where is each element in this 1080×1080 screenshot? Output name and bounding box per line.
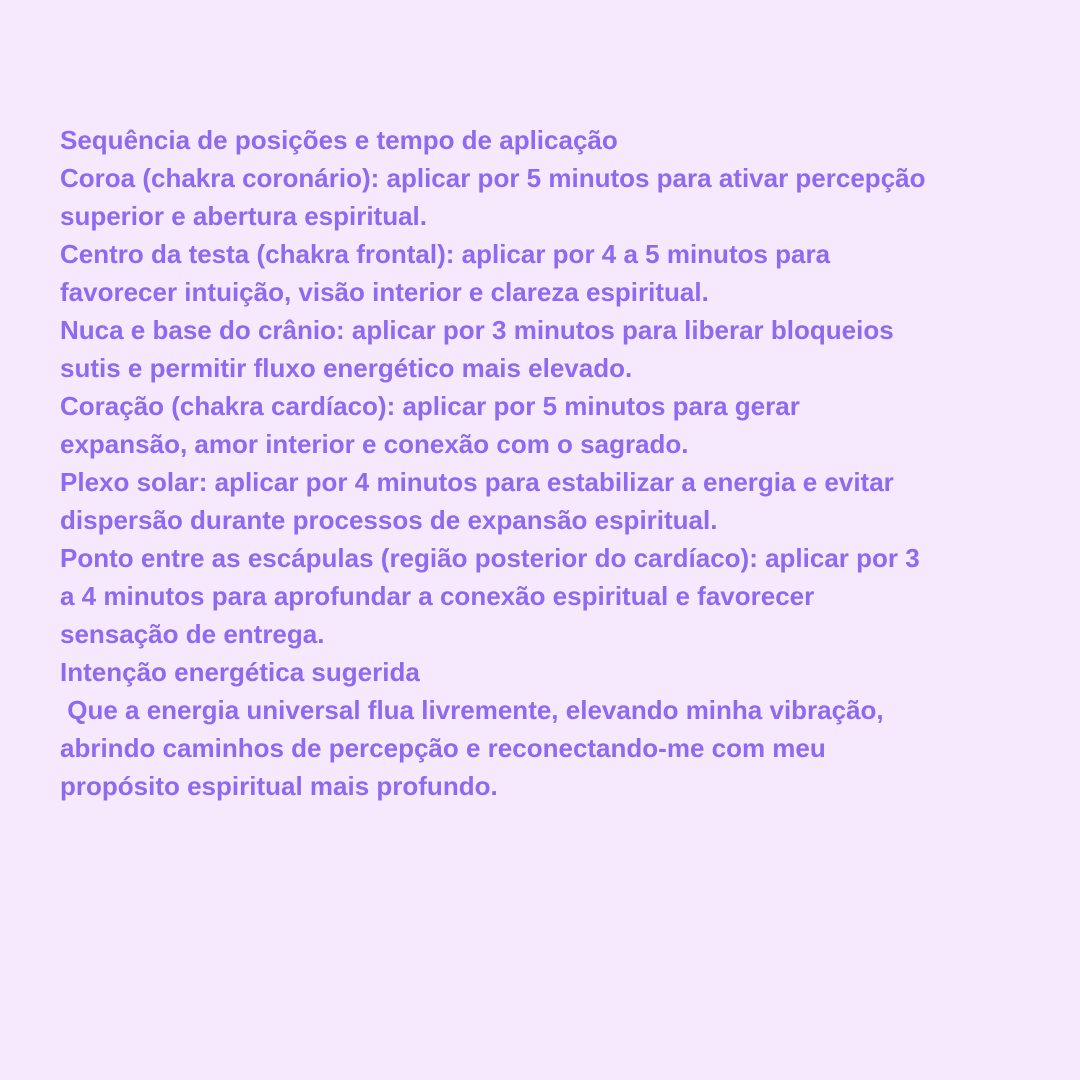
text-line: abrindo caminhos de percepção e reconectando-me com meu [60, 733, 826, 763]
text-line: propósito espiritual mais profundo. [60, 771, 498, 801]
text-line: Coroa (chakra coronário): aplicar por 5 minutos para ativar percepção [60, 163, 926, 193]
text-line: Que a energia universal flua livremente, elevando minha vibração, [60, 695, 884, 725]
text-line: Ponto entre as escápulas (região posterior do cardíaco): aplicar por 3 [60, 543, 920, 573]
text-line: sensação de entrega. [60, 619, 325, 649]
text-line: expansão, amor interior e conexão com o sagrado. [60, 429, 689, 459]
text-line: favorecer intuição, visão interior e clareza espiritual. [60, 277, 709, 307]
text-block [60, 121, 1035, 805]
text-line: Centro da testa (chakra frontal): aplicar por 4 a 5 minutos para [60, 239, 831, 269]
section-heading: Intenção energética sugerida [60, 657, 420, 687]
text-line: Nuca e base do crânio: aplicar por 3 minutos para liberar bloqueios [60, 315, 894, 345]
text-line: dispersão durante processos de expansão espiritual. [60, 505, 718, 535]
text-line: superior e abertura espiritual. [60, 201, 428, 231]
text-line: sutis e permitir fluxo energético mais elevado. [60, 353, 633, 383]
section-heading: Sequência de posições e tempo de aplicação [60, 125, 618, 155]
text-line: a 4 minutos para aprofundar a conexão espiritual e favorecer [60, 581, 815, 611]
text-line: Coração (chakra cardíaco): aplicar por 5 minutos para gerar [60, 391, 800, 421]
text-line: Plexo solar: aplicar por 4 minutos para estabilizar a energia e evitar [60, 467, 894, 497]
